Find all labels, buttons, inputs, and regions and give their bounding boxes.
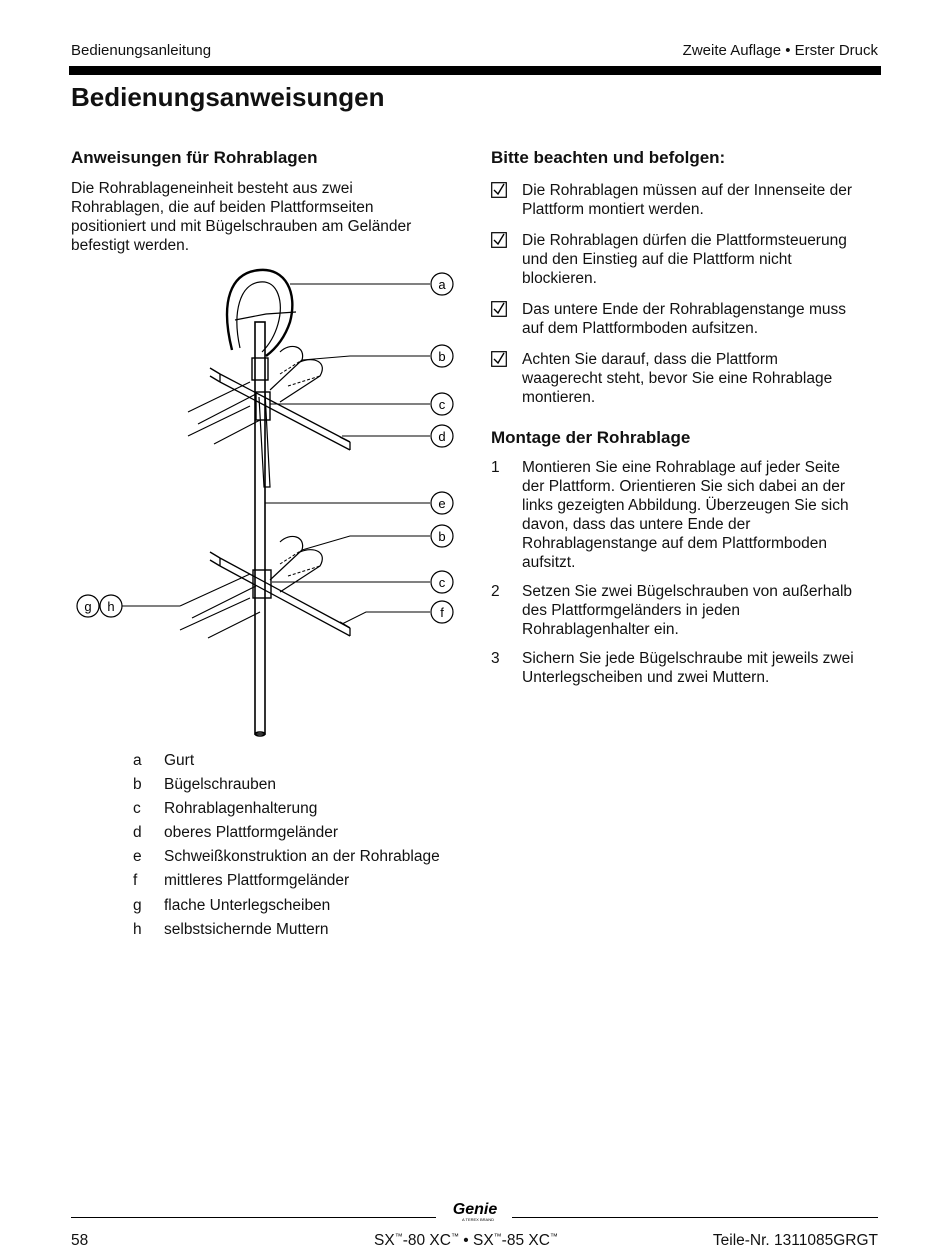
step-item: 3 Sichern Sie jede Bügelschraube mit jeweils zwei Unterlegscheiben und zwei Muttern.: [491, 650, 854, 686]
logo-tagline: A TEREX BRAND: [462, 1217, 494, 1222]
intro-line: befestigt werden.: [71, 237, 190, 254]
callout-b: b: [438, 349, 446, 364]
footer-rule-right: [512, 1217, 878, 1218]
figure-legend: [133, 751, 440, 944]
logo-wordmark: Genie: [452, 1201, 498, 1218]
callout-a: a: [438, 277, 446, 292]
intro-line: positioniert und mit Bügelschrauben am Geländer: [71, 218, 412, 235]
intro-line: Rohrablagen, die auf beiden Plattformseiten: [71, 199, 374, 216]
vertical-pipe: [255, 322, 265, 734]
legend-item: c Rohrablagenhalterung: [133, 800, 318, 818]
checkbox-checked-icon: [491, 182, 507, 198]
section-heading-beachten: Bitte beachten und befolgen:: [491, 148, 726, 167]
step-number: 1: [491, 459, 500, 476]
step-number: 3: [491, 650, 500, 667]
running-header-left: Bedienungsanleitung: [71, 42, 212, 59]
header-rule: [69, 66, 881, 75]
section-heading-montage: Montage der Rohrablage: [491, 428, 691, 447]
legend-item: b Bügelschrauben: [133, 776, 277, 794]
footer-rule-left: [71, 1217, 436, 1218]
checkbox-checked-icon: [491, 301, 507, 317]
callout-f: f: [440, 605, 444, 620]
checklist-item: Das untere Ende der Rohrablagenstange muss auf dem Plattformboden aufsitzen.: [491, 300, 881, 338]
legend-item: d oberes Plattformgeländer: [133, 824, 339, 842]
running-header-right: Zweite Auflage • Erster Druck: [682, 42, 878, 59]
checklist-item: Die Rohrablagen dürfen die Plattformsteuerung und den Einstieg auf die Plattform nicht blockieren.: [491, 231, 881, 288]
callout-g: g: [84, 599, 92, 614]
pipe-rack-illustration: [70, 262, 470, 742]
legend-item: g flache Unterlegscheiben: [133, 896, 331, 914]
checklist-item: Die Rohrablagen müssen auf der Innenseite der Plattform montiert werden.: [491, 181, 881, 219]
callout-c: c: [438, 397, 446, 412]
legend-item: f mittleres Plattformgeländer: [133, 872, 350, 890]
part-number: Teile-Nr. 1311085GRGT: [712, 1232, 878, 1249]
step-number: 2: [491, 583, 500, 600]
callout-h: h: [107, 599, 115, 614]
step-item: 2 Setzen Sie zwei Bügelschrauben von außerhalb des Plattformgeländers in jeden Rohrablagenhalter ein.: [491, 583, 853, 638]
legend-item: e Schweißkonstruktion an der Rohrablage: [133, 848, 440, 866]
callout-c-lower: c: [438, 575, 446, 590]
legend-item: a Gurt: [133, 752, 195, 769]
checklist-item: Achten Sie darauf, dass die Plattform waagerecht steht, bevor Sie eine Rohrablage montieren.: [491, 350, 881, 407]
page-title: Bedienungsanweisungen: [71, 82, 385, 112]
step-item: 1 Montieren Sie eine Rohrablage auf jeder Seite der Plattform. Orientieren Sie sich dabei an der links gezeigten Abbildung. Überzeugen Sie sich davon, dass das untere Ende der Rohrablagenstange auf dem Plattformboden aufsitzt.: [491, 459, 849, 571]
callout-e: e: [438, 496, 446, 511]
checkbox-checked-icon: [491, 232, 507, 248]
callout-d: d: [438, 429, 446, 444]
callout-b-lower: b: [438, 529, 446, 544]
checkbox-checked-icon: [491, 351, 507, 367]
intro-line: Die Rohrablageneinheit besteht aus zwei: [71, 180, 353, 197]
model-designation: SX™-80 XC™ • SX™-85 XC™: [374, 1232, 558, 1250]
page-number: 58: [71, 1232, 89, 1249]
genie-logo: [440, 1199, 510, 1223]
intro-paragraph: [71, 179, 471, 255]
upper-rail: [220, 374, 350, 450]
legend-item: h selbstsichernde Muttern: [133, 920, 329, 938]
section-heading-rohrablagen: Anweisungen für Rohrablagen: [71, 148, 318, 167]
